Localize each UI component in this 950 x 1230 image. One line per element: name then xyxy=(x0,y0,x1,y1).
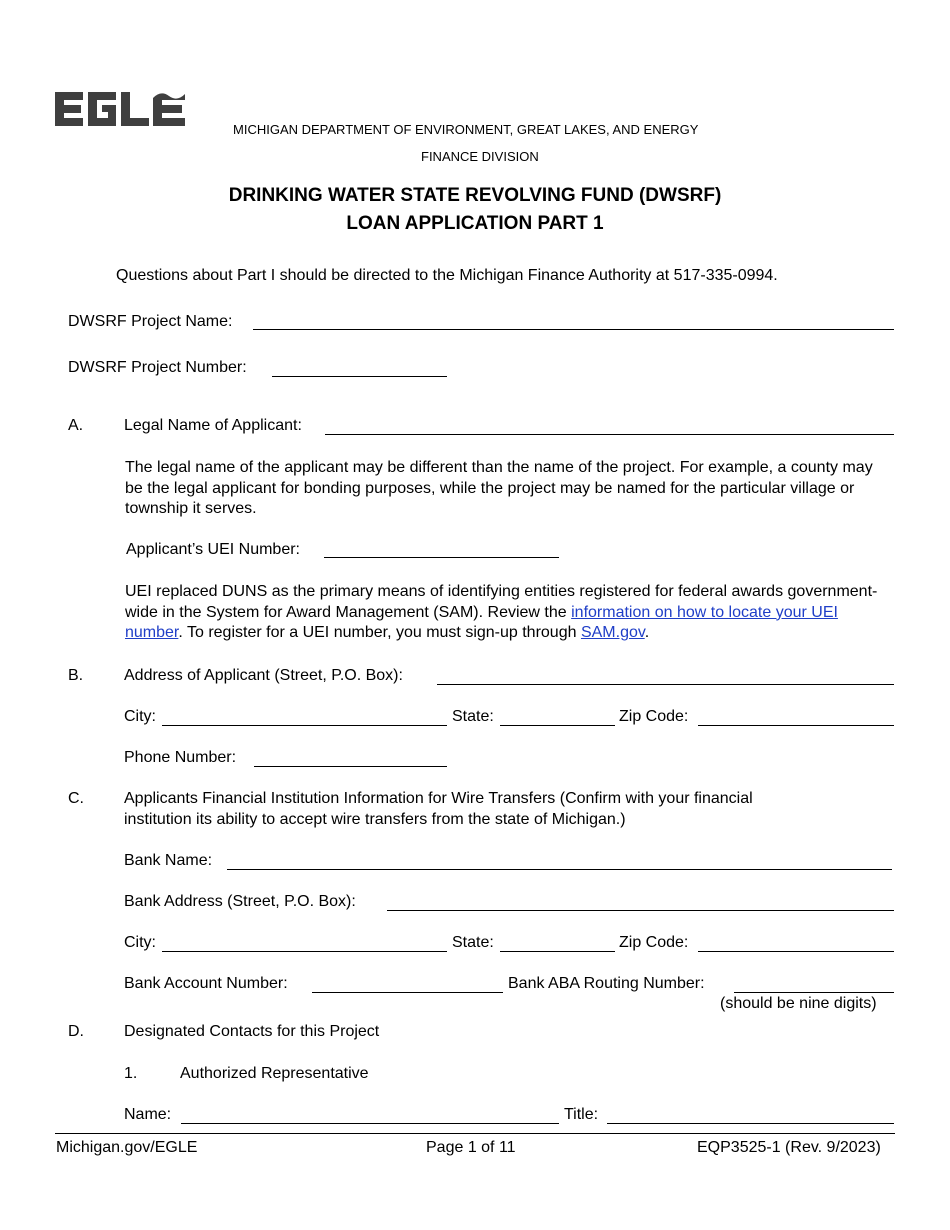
egle-logo xyxy=(55,90,185,130)
financial-info-label-2: institution its ability to accept wire transfers from the state of Michigan.) xyxy=(124,811,626,828)
applicant-address-label: Address of Applicant (Street, P.O. Box): xyxy=(124,667,403,684)
bank-zip-field[interactable] xyxy=(698,951,894,952)
routing-number-note: (should be nine digits) xyxy=(720,995,877,1012)
bank-state-label: State: xyxy=(452,934,494,951)
legal-name-field[interactable] xyxy=(325,434,894,435)
account-number-label: Bank Account Number: xyxy=(124,975,288,992)
rep-title-label: Title: xyxy=(564,1106,599,1123)
legal-name-note: The legal name of the applicant may be different than the name of the project. For example, a county may be the legal applicant for bonding purposes, while the project may be named for the particular village or township it serves. xyxy=(125,459,873,517)
financial-info-label-1: Applicants Financial Institution Information for Wire Transfers (Confirm with your financial xyxy=(124,790,753,807)
project-name-field[interactable] xyxy=(253,329,894,330)
bank-name-field[interactable] xyxy=(227,869,892,870)
bank-address-field[interactable] xyxy=(387,910,894,911)
routing-number-label: Bank ABA Routing Number: xyxy=(508,975,705,992)
applicant-state-field[interactable] xyxy=(500,725,615,726)
uei-field[interactable] xyxy=(324,557,559,558)
contact-item-number: 1. xyxy=(124,1065,138,1082)
bank-zip-label: Zip Code: xyxy=(619,934,689,951)
uei-paragraph xyxy=(125,582,900,644)
routing-number-field[interactable] xyxy=(734,992,894,993)
footer-divider xyxy=(55,1133,895,1134)
phone-field[interactable] xyxy=(254,766,447,767)
rep-name-label: Name: xyxy=(124,1106,172,1123)
form-number: EQP3525-1 (Rev. 9/2023) xyxy=(697,1139,881,1156)
applicant-zip-label: Zip Code: xyxy=(619,708,689,725)
project-number-field[interactable] xyxy=(272,376,447,377)
legal-name-label: Legal Name of Applicant: xyxy=(124,417,302,434)
footer-website: Michigan.gov/EGLE xyxy=(56,1139,198,1156)
uei-label: Applicant’s UEI Number: xyxy=(126,541,300,558)
form-subtitle: LOAN APPLICATION PART 1 xyxy=(346,213,604,234)
project-name-label: DWSRF Project Name: xyxy=(68,313,233,330)
uei-text-1: UEI replaced DUNS as the primary means of identifying entities registered for federal awards government-wide in the System for Award Management (SAM). Review the xyxy=(125,583,878,621)
bank-city-label: City: xyxy=(124,934,156,951)
bank-name-label: Bank Name: xyxy=(124,852,213,869)
rep-title-field[interactable] xyxy=(607,1123,894,1124)
page-number: Page 1 of 11 xyxy=(426,1139,516,1156)
section-d-marker: D. xyxy=(68,1023,84,1040)
bank-city-field[interactable] xyxy=(162,951,447,952)
applicant-address-field[interactable] xyxy=(437,684,894,685)
intro-text: Questions about Part I should be directed to the Michigan Finance Authority at 517-335-0994. xyxy=(116,267,778,284)
section-b-marker: B. xyxy=(68,667,84,684)
form-title: DRINKING WATER STATE REVOLVING FUND (DWSRF) xyxy=(228,185,722,206)
authorized-rep-label: Authorized Representative xyxy=(180,1065,369,1082)
applicant-state-label: State: xyxy=(452,708,494,725)
applicant-zip-field[interactable] xyxy=(698,725,894,726)
applicant-city-field[interactable] xyxy=(162,725,447,726)
agency-name: MICHIGAN DEPARTMENT OF ENVIRONMENT, GREAT LAKES, AND ENERGY xyxy=(233,122,699,137)
project-number-label: DWSRF Project Number: xyxy=(68,359,247,376)
uei-text-3: . xyxy=(644,624,650,641)
phone-label: Phone Number: xyxy=(124,749,237,766)
applicant-city-label: City: xyxy=(124,708,156,725)
uei-info-link[interactable]: information on how to locate your UEI number xyxy=(125,603,838,641)
account-number-field[interactable] xyxy=(312,992,503,993)
bank-state-field[interactable] xyxy=(500,951,615,952)
uei-text-2: . To register for a UEI number, you must sign-up through xyxy=(178,624,581,641)
section-c-marker: C. xyxy=(68,790,84,807)
division-name: FINANCE DIVISION xyxy=(421,149,539,164)
rep-name-field[interactable] xyxy=(181,1123,559,1124)
contacts-label: Designated Contacts for this Project xyxy=(124,1023,380,1040)
section-a-marker: A. xyxy=(68,417,84,434)
sam-gov-link[interactable]: SAM.gov xyxy=(580,624,645,641)
bank-address-label: Bank Address (Street, P.O. Box): xyxy=(124,893,356,910)
